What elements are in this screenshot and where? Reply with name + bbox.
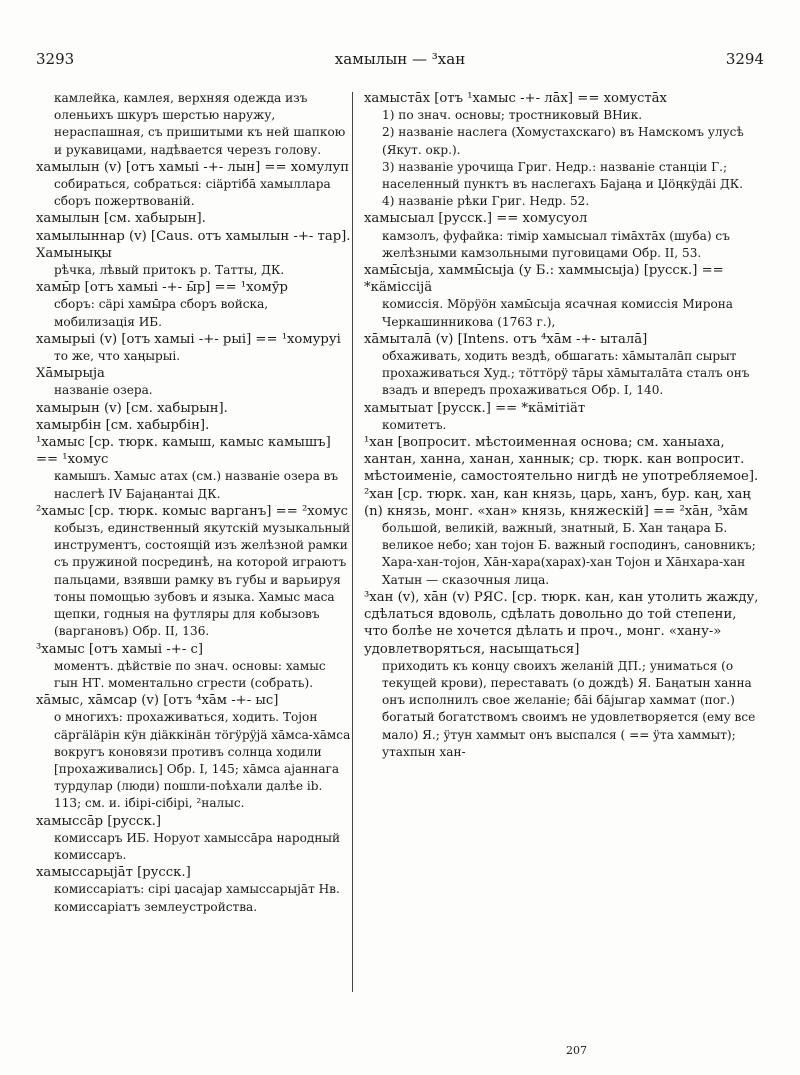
- dictionary-headword: ¹хамыс [ср. тюрк. камыш, камыс камышъ] == ¹хомус: [36, 435, 331, 468]
- dictionary-headword: ²хамыс [ср. тюрк. комыс варганъ] == ²хомус: [36, 503, 349, 519]
- dictionary-headword: Хамынықы: [36, 245, 112, 261]
- dictionary-definition: собираться, собраться: сіäртібā хамыллара сборъ пожертвованій.: [54, 177, 331, 209]
- dictionary-definition: приходить къ концу своихъ желаній ДП.; униматься (о текущей крови), переставать (о дождѣ) Я. Баңатын ханна онъ исполнилъ свое желаніе; бāі бāјыгар хаммат (пог.) богатый богатствомъ своимъ не удовлетворяется (ему все мало) Я.; ÿтун хаммыт онъ выспался ( == ÿта хаммыт); утахпын хан-: [382, 658, 756, 759]
- running-header: [36, 50, 764, 72]
- dictionary-headword: хамырын (v) [см. хабырын].: [36, 400, 228, 416]
- dictionary-definition: комиссія. Мöрÿöн хамы̄сыја ясачная комиссія Мирона Черкашинникова (1763 г.),: [382, 297, 734, 329]
- dictionary-headword: хамылыннар (v) [Caus. отъ хамылын -+- тар].: [36, 228, 351, 244]
- dictionary-headword: хамы̄р [отъ хамыі -+- ы̄р] == ¹хомӯр: [36, 280, 288, 296]
- running-head: хамылын — ³хан: [334, 50, 466, 68]
- page-marker: 207: [566, 1044, 587, 1057]
- dictionary-headword: ²хан [ср. тюрк. хан, кан князь, царь, ханъ, бур. каң, хаң (n) князь, монг. «хан» князь, княжескій] == ²хāн, ³хāм: [364, 486, 751, 519]
- dictionary-headword: хамысыал [русск.] == хомусуол: [364, 211, 588, 227]
- dictionary-headword: хамытыат [русск.] == *кäмітіäт: [364, 400, 586, 416]
- dictionary-headword: хāмыталā (v) [Intens. отъ ⁴хāм -+- ыталā]: [364, 331, 648, 347]
- dictionary-definition: о многихъ: прохаживаться, ходить. Тојон сäргäläрін кÿн діäккінäн тöгÿрÿјä хāмса-хāмса вокругъ коновязи противъ солнца ходили [прохаживались] Обр. I, 145; хāмса аjаннага турдулар (люди) пошли-поѣхали далѣе ib. 113; см. и. ібірі-сібірі, ²налыс.: [54, 710, 351, 811]
- dictionary-headword: хамылын [см. хабырын].: [36, 211, 206, 227]
- dictionary-definition: то же, что хаңырыі.: [54, 349, 181, 364]
- dictionary-definition: камлейка, камлея, верхняя одежда изъ оленьихъ шкуръ шерстью наружу, нераспашная, съ пришитыми къ ней шапкою и рукавицами, надѣвается черезъ голову.: [54, 91, 346, 157]
- dictionary-definition: 1) по знач. основы; тростниковый ВНик.: [382, 108, 643, 123]
- dictionary-headword: хамырыі (v) [отъ хамыі -+- рыі] == ¹хомуруі: [36, 331, 341, 347]
- dictionary-headword: хамыссāр [русск.]: [36, 813, 162, 829]
- page-number-left: 3293: [36, 50, 75, 68]
- left-column: [36, 90, 352, 916]
- dictionary-headword: ³хан (v), хāн (v) РЯС. [ср. тюрк. кан, кан утолить жажду, сдѣлаться вдоволь, сдѣлать довольно до той степени, что болѣе не хочется дѣлать и проч., монг. «хану-» удовлетворяться, насыщаться]: [364, 589, 759, 657]
- dictionary-headword: хамы̄сыја, хаммы̄сыја (у Б.: хаммысыја) [русск.] == *кäміссіјä: [364, 263, 724, 296]
- dictionary-definition: 4) названіе рѣки Григ. Недр. 52.: [382, 194, 590, 209]
- dictionary-headword: хамыстāх [отъ ¹хамыс -+- лāх] == хомустāх: [364, 91, 667, 106]
- dictionary-headword: хамырбін [см. хабырбін].: [36, 417, 210, 433]
- dictionary-definition: 3) названіе урочища Григ. Недр.: названіе станціи Г.; населенный пунктъ въ наслегахъ Бајаңа и Џöңкÿдäі ДК.: [382, 159, 743, 192]
- dictionary-headword: хамыссарыјāт [русск.]: [36, 865, 191, 881]
- dictionary-definition: рѣчка, лѣвый притокъ р. Татты, ДК.: [54, 263, 285, 278]
- dictionary-headword: ³хамыс [отъ хамыі -+- с]: [36, 641, 204, 657]
- dictionary-definition: комиссаріатъ: сірі џасајар хамыссарыјāт Нв. комиссаріатъ землеустройства.: [54, 882, 340, 914]
- dictionary-headword: хāмыс, хāмсар (v) [отъ ⁴хāм -+- ыс]: [36, 693, 279, 709]
- dictionary-definition: сборъ: сäрі хамы̄ра сборъ войска, мобилизація ИБ.: [54, 297, 269, 329]
- dictionary-definition: моментъ. дѣйствіе по знач. основы: хамыс гын НТ. моментально сгрести (собрать).: [54, 658, 326, 690]
- dictionary-headword: хамылын (v) [отъ хамыі -+- лын] == хомулуп: [36, 159, 350, 175]
- dictionary-definition: камзолъ, фуфайка: тімір хамысыал тімāхтāх (шуба) съ желѣзными камзольными пуговицами Обр. II, 53.: [382, 228, 730, 260]
- dictionary-definition: большой, великій, важный, знатный, Б. Хан таңара Б. великое небо; хан тојон Б. важный господинъ, сановникъ; Хара-хан-тојон, Хāн-хара(харах)-хан Тојон и Хāнхара-хан Хатын — сказочныя лица.: [382, 521, 756, 587]
- dictionary-definition: названіе озера.: [54, 383, 153, 398]
- dictionary-definition: комитетъ.: [382, 417, 447, 432]
- dictionary-definition: обхаживать, ходить вездѣ, обшагать: хāмыталāп сырыт прохаживаться Худ.; тöттöрÿ тāры хāмыталāта сталъ онъ взадъ и впередъ прохаживаться Обр. I, 140.: [382, 349, 750, 398]
- dictionary-definition: комиссаръ ИБ. Норуот хамыссāра народный комиссаръ.: [54, 830, 341, 862]
- dictionary-definition: кобызъ, единственный якутскій музыкальный инструментъ, состоящій изъ желѣзной рамки съ пружиной посрединѣ, на которой играютъ пальцами, взявши рамку въ губы и варьируя тоны помощью зубовъ и языка. Хамыс маса щепки, годныя на футляры для кобызовъ (варгановъ) Обр. II, 136.: [54, 521, 351, 639]
- dictionary-headword: Хāмырыја: [36, 366, 105, 382]
- dictionary-headword: ¹хан [вопросит. мѣстоименная основа; см. ханыаха, хантан, ханна, ханан, ханнык; ср. тюрк. кан вопросит. мѣстоименіе, самостоятельно нигдѣ не употребляемое].: [364, 435, 759, 485]
- right-column: [364, 90, 764, 761]
- dictionary-definition: 2) названіе наслега (Хомустахскаго) въ Намскомъ улусѣ (Якут. окр.).: [382, 125, 744, 157]
- dictionary-definition: камышъ. Хамыс атах (см.) названіе озера въ наслегѣ IV Бајаңантаі ДК.: [54, 469, 339, 501]
- page-number-right: 3294: [725, 50, 764, 68]
- column-divider: [352, 92, 353, 992]
